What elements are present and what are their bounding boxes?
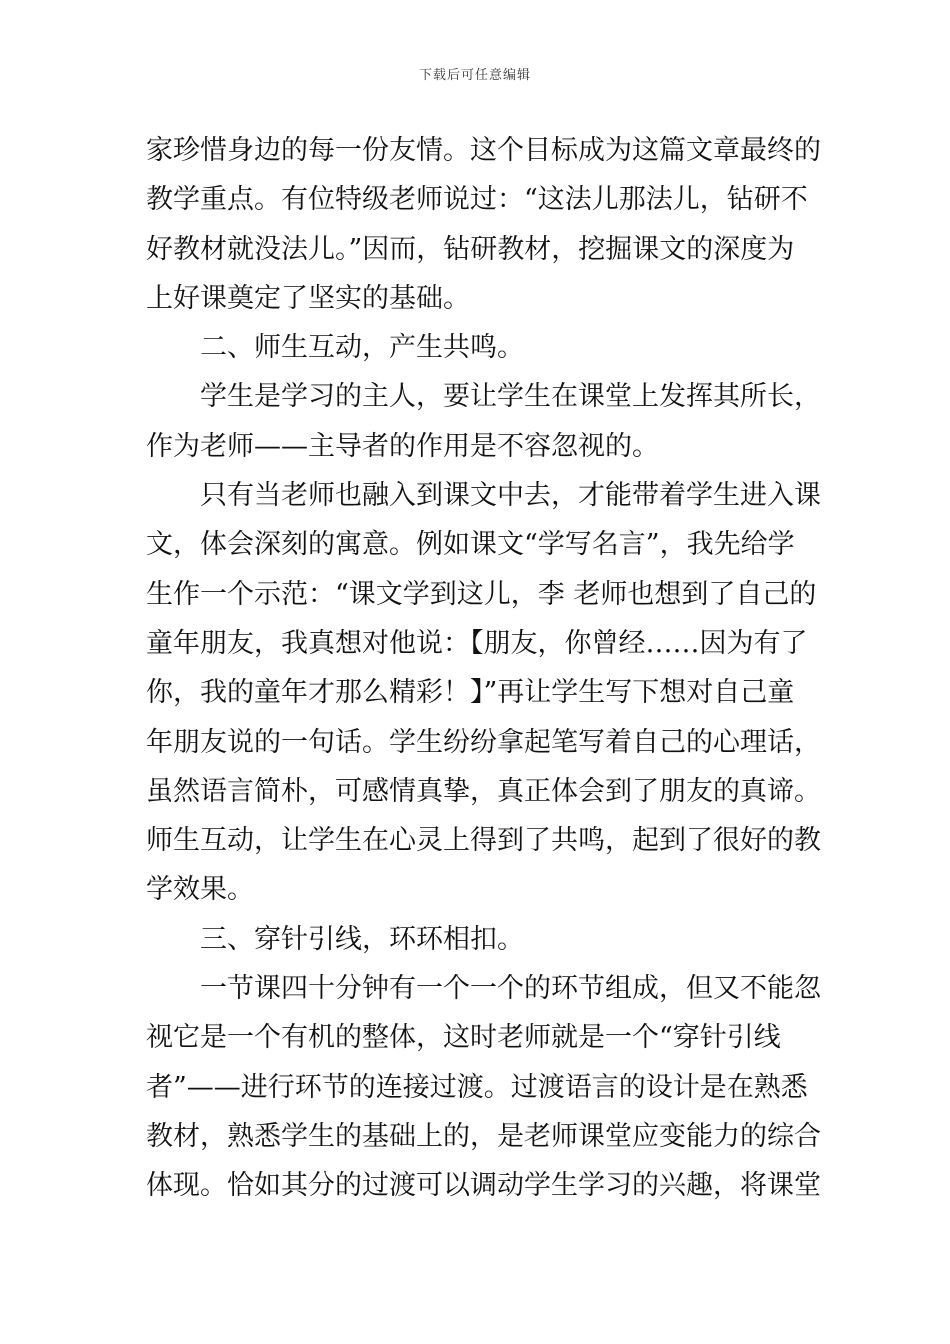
text-line: 学生是学习的主人，要让学生在课堂上发挥其所长， xyxy=(200,381,821,413)
text-line: 教学重点。有位特级老师说过：“这法儿那法儿，钻研不 xyxy=(146,184,808,216)
text-line: 视它是一个有机的整体，这时老师就是一个“穿针引线 xyxy=(146,1022,781,1054)
text-line: 生作一个示范：“课文学到这儿，李 老师也想到了自己的 xyxy=(146,578,817,610)
text-line: 师生互动，让学生在心灵上得到了共鸣，起到了很好的教 xyxy=(146,825,821,857)
text-line: 文，体会深刻的寓意。例如课文“学写名言”，我先给学 xyxy=(146,529,795,561)
text-line: 只有当老师也融入到课文中去，才能带着学生进入课 xyxy=(200,480,821,512)
text-line: 年朋友说的一句话。学生纷纷拿起笔写着自己的心理话， xyxy=(146,726,821,758)
page-header-note: 下载后可任意编辑 xyxy=(418,68,531,83)
text-line: 体现。恰如其分的过渡可以调动学生学习的兴趣，将课堂 xyxy=(146,1170,821,1202)
text-line: 二、师生互动，产生共鸣。 xyxy=(200,332,524,364)
text-line: 作为老师——主导者的作用是不容忽视的。 xyxy=(146,430,659,462)
text-line: 者”——进行环节的连接过渡。过渡语言的设计是在熟悉 xyxy=(146,1071,808,1103)
text-line: 教材，熟悉学生的基础上的，是老师课堂应变能力的综合 xyxy=(146,1120,821,1152)
text-line: 三、穿针引线，环环相扣。 xyxy=(200,923,524,955)
text-line: 一节课四十分钟有一个一个的环节组成，但又不能忽 xyxy=(200,973,821,1005)
text-line: 学效果。 xyxy=(146,874,254,906)
text-line: 童年朋友，我真想对他说：【朋友，你曾经……因为有了 xyxy=(146,627,808,659)
text-line: 好教材就没法儿。”因而，钻研教材，挖掘课文的深度为 xyxy=(146,233,795,265)
text-line: 家珍惜身边的每一份友情。这个目标成为这篇文章最终的 xyxy=(146,135,821,166)
text-line: 你，我的童年才那么精彩！】”再让学生写下想对自己童 xyxy=(146,677,795,709)
text-line: 虽然语言简朴，可感情真挚，真正体会到了朋友的真谛。 xyxy=(146,775,821,807)
document-body xyxy=(146,126,821,1211)
text-line: 上好课奠定了坚实的基础。 xyxy=(146,282,470,314)
